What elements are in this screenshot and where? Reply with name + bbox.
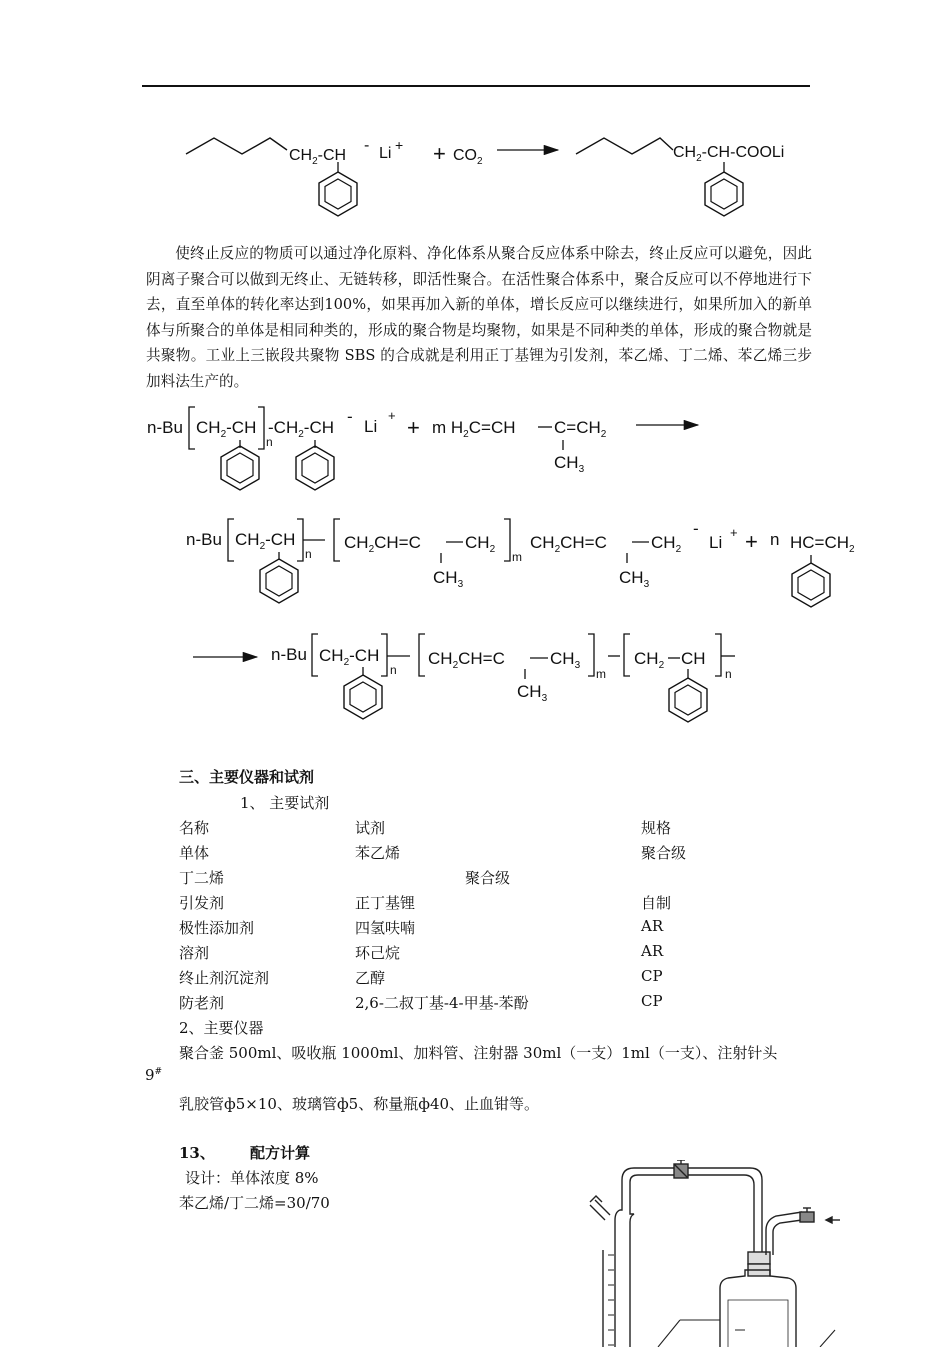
- svg-text:+: +: [433, 141, 446, 166]
- equation-3: [186, 519, 855, 607]
- svg-text:+: +: [407, 415, 420, 440]
- svg-text:CH2-CH-COOLi: $CH_2-CH$-COOLi: [673, 144, 785, 164]
- svg-text:+: +: [745, 529, 758, 554]
- intro-paragraph: 使终止反应的物质可以通过净化原料、净化体系从聚合反应体系中除去，终止反应可以避免，因此阴离子聚合可以做到无终止、无链转移，即活性聚合。在活性聚合体系中，聚合反应可以不停地进行下去，直至单体的转化率达到100%，如果再加入新的单体，增长反应可以继续进行，如果所加入的新单体与所聚合的单体是相同种类的，形成的聚合物是均聚物，如果是不同种类的单体，形成的聚合物就是共聚物。工业上三嵌段共聚物 SBS 的合成就是利用正丁基锂为引发剂，苯乙烯、丁二烯、苯乙烯三步加料法生产的。: [146, 245, 812, 390]
- table-cell: CP: [641, 992, 663, 1010]
- svg-text:CH2-CH: $CH_2-CH$: [319, 646, 380, 668]
- table-cell: 2,6-二叔丁基-4-甲基-苯酚: [355, 994, 529, 1012]
- svg-text:CH3: $CH_3$: [433, 568, 464, 590]
- reagents-heading: 1、 主要试剂: [240, 794, 330, 812]
- svg-text:n: n: [305, 547, 312, 561]
- table-cell: 正丁基锂: [355, 894, 416, 912]
- equation-1: [186, 137, 784, 216]
- table-cell: 溶剂: [179, 944, 210, 962]
- svg-text:CH3: $CH_3$: [517, 682, 548, 704]
- table-cell: 自制: [641, 894, 672, 912]
- svg-text:CH3: $CH_3$: [550, 649, 581, 671]
- svg-text:CH2: $CH_2$: [634, 649, 665, 671]
- svg-text:-: -: [693, 519, 699, 538]
- svg-text:n-Bu: n-Bu: [186, 530, 222, 549]
- table-cell: CP: [641, 967, 663, 985]
- table-cell: 聚合级: [641, 844, 687, 862]
- table-cell: 单体: [179, 844, 210, 862]
- table-cell: 极性添加剂: [179, 919, 255, 937]
- svg-text:CO2: $CO_2$: [453, 147, 483, 167]
- svg-text:CH2-CH: $CH_2-CH$: [235, 530, 296, 552]
- svg-text:CH3: $CH_3$: [554, 453, 585, 475]
- svg-text:Li: Li: [364, 417, 378, 436]
- section-title-instruments-reagents: 三、主要仪器和试剂: [179, 768, 315, 786]
- table-header-name: 名称: [179, 819, 210, 837]
- svg-text:Li: Li: [709, 533, 723, 552]
- table-cell: 苯乙烯: [355, 844, 401, 862]
- table-cell: 聚合级: [465, 869, 511, 887]
- svg-text:CH2CH=C: $CH_2CH=C$: [344, 533, 421, 555]
- table-cell: 防老剂: [179, 994, 225, 1012]
- design-line: 设计：单体浓度 8%: [185, 1169, 319, 1187]
- svg-text:n-Bu: n-Bu: [271, 645, 307, 664]
- instruments-heading: 2、主要仪器: [179, 1019, 264, 1037]
- svg-text:CH2-CH: $CH_2-CH$: [196, 418, 257, 440]
- svg-text:n: n: [266, 435, 273, 449]
- svg-text:n: n: [390, 663, 397, 677]
- table-cell: AR: [641, 917, 664, 935]
- table-cell: 四氢呋喃: [355, 919, 416, 937]
- svg-text:+: +: [388, 408, 396, 423]
- svg-text:CH: CH: [681, 649, 706, 668]
- table-header-spec: 规格: [641, 819, 672, 837]
- svg-text:CH3: $CH_3$: [619, 568, 650, 590]
- svg-text:n: n: [725, 667, 732, 681]
- svg-text:Li: Li: [379, 145, 392, 162]
- svg-text:m: m: [512, 550, 522, 564]
- svg-text:+: +: [395, 137, 404, 153]
- table-cell: 终止剂沉淀剂: [179, 969, 270, 987]
- svg-text:m: m: [596, 667, 606, 681]
- svg-text:CH2CH=C: $CH_2CH=C$: [530, 533, 607, 555]
- apparatus-diagram: [570, 1160, 845, 1347]
- svg-text:n: n: [770, 530, 780, 549]
- svg-text:-CH2-CH: $-CH_2-CH$: [268, 418, 334, 440]
- svg-text:n-Bu: n-Bu: [147, 418, 183, 437]
- svg-text:CH2-CH: $CH_2-CH$: [289, 147, 347, 167]
- svg-text:CH2: $CH_2$: [465, 533, 496, 555]
- equation-4: [193, 634, 735, 722]
- svg-text:m H2C=CH: m $H_2C=CH$: [432, 418, 516, 440]
- table-cell: 环己烷: [355, 944, 401, 962]
- ratio-line: 苯乙烯/丁二烯=30/70: [179, 1194, 330, 1212]
- instruments-line-2: 乳胶管ф5×10、玻璃管ф5、称量瓶ф40、止血钳等。: [179, 1095, 540, 1113]
- table-header-reagent: 试剂: [355, 819, 386, 837]
- table-cell: 引发剂: [179, 894, 225, 912]
- section-13-title: 配方计算: [250, 1144, 311, 1162]
- svg-text:+: +: [730, 525, 738, 540]
- table-cell: 丁二烯: [179, 869, 225, 887]
- table-cell: AR: [641, 942, 664, 960]
- svg-text:-: -: [347, 407, 353, 426]
- equation-2: [147, 407, 698, 490]
- instruments-line-1: 聚合釜 500ml、吸收瓶 1000ml、加料管、注射器 30ml（一支）1ml（一支）、注射针头: [179, 1044, 778, 1062]
- instruments-line-1-continued: 9#: [145, 1066, 163, 1084]
- svg-text:CH2: $CH_2$: [651, 533, 682, 555]
- svg-text:-: -: [364, 137, 370, 154]
- section-13-number: 13、: [179, 1144, 215, 1162]
- svg-text:C=CH2: $C=CH_2$: [554, 418, 607, 440]
- svg-text:HC=CH2: $HC=CH_2$: [790, 533, 855, 555]
- table-cell: 乙醇: [355, 969, 386, 987]
- svg-text:CH2CH=C: $CH_2CH=C$: [428, 649, 505, 671]
